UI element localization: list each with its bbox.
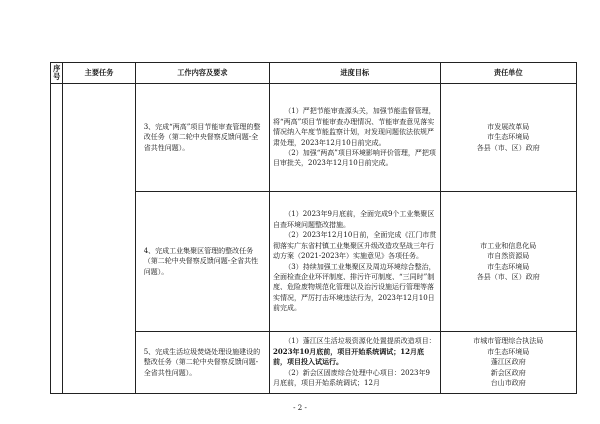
unit-name: 各县（市、区）政府 bbox=[476, 143, 540, 152]
target-item-emphasis: 2023年10月底前，项目开始系统调试；12月底前，项目投入试运行。 bbox=[273, 346, 425, 367]
cell-target bbox=[270, 84, 441, 192]
cell-content bbox=[135, 192, 269, 332]
content-text: 4、完成工业集聚区管理的整改任务（第二轮中央督察反馈问题-全省共性问题）。 bbox=[143, 246, 259, 276]
target-item-lead: （1）蓬江区生活垃圾资源化处置提质改造项目： bbox=[284, 337, 436, 346]
target-item: （2）2023年12月10日前，全面完成《江门市贯彻落实广东省村镇工业集聚区升级改造攻坚战三年行动方案（2021-2023年）实施意见》各项任务。 bbox=[273, 231, 437, 261]
task-table bbox=[50, 62, 577, 394]
cell-content bbox=[135, 84, 269, 192]
target-item: （2）加强“两高”项目环境影响评价管理，严把项目审批关，2023年12月10日前完成。 bbox=[273, 148, 436, 168]
unit-name: 市生态环境局 bbox=[487, 133, 530, 142]
cell-unit bbox=[440, 192, 576, 332]
cell-no bbox=[51, 84, 63, 394]
unit-name: 市生态环境局 bbox=[487, 347, 530, 356]
target-item bbox=[273, 336, 437, 367]
cell-unit bbox=[440, 84, 576, 192]
target-item: （2）新会区固废综合处理中心项目：2023年9月底前，项目开始系统调试；12月 bbox=[273, 368, 430, 388]
unit-name: 市生态环境局 bbox=[487, 262, 530, 271]
header-unit: 责任单位 bbox=[440, 63, 576, 84]
content-text: 5、完成生活垃圾焚烧处理设施建设的整改任务（第二轮中央督察反馈问题-全省共性问题）。 bbox=[143, 347, 261, 377]
header-no: 序号 bbox=[51, 63, 63, 84]
header-main-task: 主要任务 bbox=[63, 63, 135, 84]
table-header-row bbox=[51, 63, 577, 84]
header-content: 工作内容及要求 bbox=[135, 63, 269, 84]
cell-target bbox=[270, 332, 441, 394]
cell-main-task bbox=[63, 84, 135, 394]
unit-name: 市自然资源局 bbox=[487, 252, 530, 261]
target-item: （1）严把节能审查源头关，加强节能监督管理，将“两高”项目节能审查办理情况、节能审查意见落实情况纳入年度节能监察计划，对发现问题依法依规严肃处理，2023年12月10日前完成。 bbox=[273, 107, 436, 147]
cell-unit bbox=[440, 332, 576, 394]
unit-name: 市工业和信息化局 bbox=[480, 241, 537, 250]
unit-name: 台山市政府 bbox=[490, 379, 526, 388]
unit-name: 市城市管理综合执法局 bbox=[473, 337, 544, 346]
unit-name: 各县（市、区）政府 bbox=[476, 272, 540, 281]
unit-name: 市发展改革局 bbox=[487, 122, 530, 131]
target-item: （1）2023年9月底前，全面完成9个工业集聚区自查环境问题整改措施。 bbox=[273, 210, 435, 229]
table-row bbox=[51, 84, 577, 192]
unit-name: 新会区政府 bbox=[490, 368, 526, 377]
header-target: 进度目标 bbox=[270, 63, 441, 84]
page-number: - 2 - bbox=[293, 404, 307, 412]
target-item: （3）持续加强工业集聚区及周边环境综合整治，全面检查企业环评制度、排污许可制度、“三同时”制度、危险废物规范化管理以及治污设施运行管理等落实情况，严厉打击环境违法行为，2023年12月10日前完成。 bbox=[273, 262, 436, 313]
content-text: 3、完成“两高”项目节能审查管理的整改任务（第二轮中央督察反馈问题-全省共性问题）。 bbox=[143, 122, 261, 152]
cell-content bbox=[135, 332, 269, 394]
unit-name: 蓬江区政府 bbox=[490, 358, 526, 367]
cell-target bbox=[270, 192, 441, 332]
